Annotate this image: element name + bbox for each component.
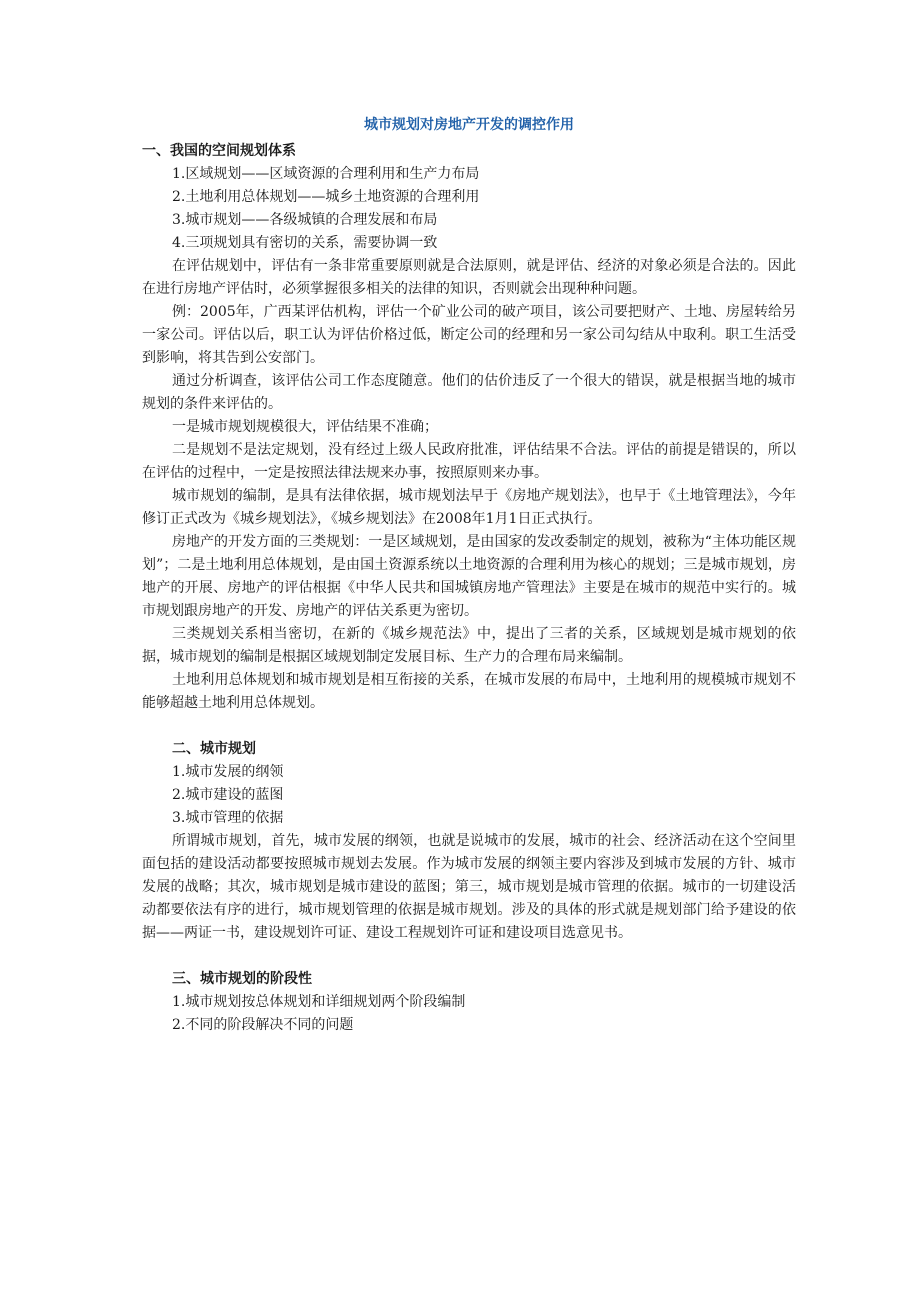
paragraph: 通过分析调查，该评估公司工作态度随意。他们的估价违反了一个很大的错误，就是根据当地的城市规划的条件来评估的。 <box>142 373 796 412</box>
list-item: 3.城市管理的依据 <box>172 810 284 826</box>
list-item: 3.城市规划——各级城镇的合理发展和布局 <box>172 212 438 228</box>
section-spacer <box>142 715 796 738</box>
paragraph: 土地利用总体规划和城市规划是相互衔接的关系，在城市发展的布局中，土地利用的规模城市规划不能够超越土地利用总体规划。 <box>142 672 796 711</box>
list-item: 1.城市发展的纲领 <box>172 764 284 780</box>
section-heading: 三、城市规划的阶段性 <box>172 971 312 987</box>
list-item: 4.三项规划具有密切的关系，需要协调一致 <box>172 235 438 251</box>
list-item: 1.城市规划按总体规划和详细规划两个阶段编制 <box>172 994 466 1010</box>
paragraph: 例：2005年，广西某评估机构，评估一个矿业公司的破产项目，该公司要把财产、土地、房屋转给另一家公司。评估以后，职工认为评估价格过低，断定公司的经理和另一家公司勾结从中取利。职工生活受到影响，将其告到公安部门。 <box>142 304 796 366</box>
list-item: 2.城市建设的蓝图 <box>172 787 284 803</box>
section-planning-stages <box>142 968 796 1037</box>
list-item: 2.不同的阶段解决不同的问题 <box>172 1017 354 1033</box>
section-heading: 一、我国的空间规划体系 <box>142 143 296 159</box>
document-page <box>142 0 796 1037</box>
document-title: 城市规划对房地产开发的调控作用 <box>364 117 574 133</box>
section-urban-planning <box>142 738 796 945</box>
section-heading: 二、城市规划 <box>172 741 256 757</box>
paragraph: 三类规划关系相当密切，在新的《城乡规范法》中，提出了三者的关系，区域规划是城市规划的依据，城市规划的编制是根据区域规划制定发展目标、生产力的合理布局来编制。 <box>142 626 796 665</box>
paragraph: 二是规划不是法定规划，没有经过上级人民政府批准，评估结果不合法。评估的前提是错误的，所以在评估的过程中，一定是按照法律法规来办事，按照原则来办事。 <box>142 442 796 481</box>
section-spacer <box>142 945 796 968</box>
list-item: 1.区域规划——区域资源的合理利用和生产力布局 <box>172 166 480 182</box>
section-spatial-planning-system <box>142 140 796 715</box>
paragraph: 城市规划的编制，是具有法律依据，城市规划法早于《房地产规划法》，也早于《土地管理法》，今年修订正式改为《城乡规划法》，《城乡规划法》在2008年1月1日正式执行。 <box>142 488 796 527</box>
paragraph: 房地产的开发方面的三类规划：一是区域规划，是由国家的发改委制定的规划，被称为“主体功能区规划”；二是土地利用总体规划，是由国土资源系统以土地资源的合理利用为核心的规划；三是城市规划，房地产的开展、房地产的评估根据《中华人民共和国城镇房地产管理法》主要是在城市的规范中实行的。城市规划跟房地产的开发、房地产的评估关系更为密切。 <box>142 534 796 619</box>
paragraph: 一是城市规划规模很大，评估结果不准确； <box>172 419 438 435</box>
list-item: 2.土地利用总体规划——城乡土地资源的合理利用 <box>172 189 480 205</box>
paragraph: 在评估规划中，评估有一条非常重要原则就是合法原则，就是评估、经济的对象必须是合法的。因此在进行房地产评估时，必须掌握很多相关的法律的知识，否则就会出现种种问题。 <box>142 258 796 297</box>
paragraph: 所谓城市规划，首先，城市发展的纲领，也就是说城市的发展，城市的社会、经济活动在这个空间里面包括的建设活动都要按照城市规划去发展。作为城市发展的纲领主要内容涉及到城市发展的方针、城市发展的战略；其次，城市规划是城市建设的蓝图；第三，城市规划是城市管理的依据。城市的一切建设活动都要依法有序的进行，城市规划管理的依据是城市规划。涉及的具体的形式就是规划部门给予建设的依据——两证一书，建设规划许可证、建设工程规划许可证和建设项目选意见书。 <box>142 833 796 941</box>
